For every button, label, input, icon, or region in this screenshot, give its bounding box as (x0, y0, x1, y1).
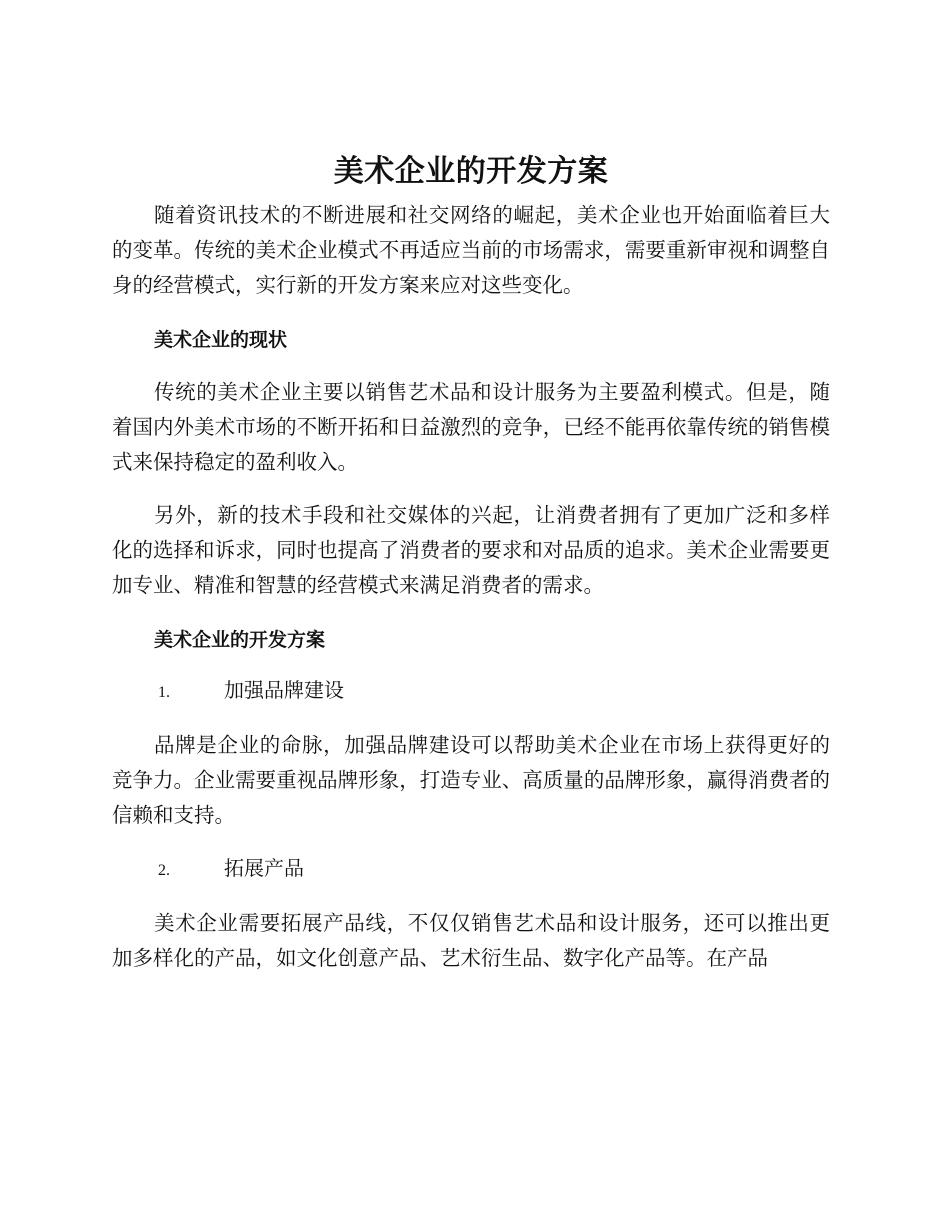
section-heading-plan: 美术企业的开发方案 (154, 629, 326, 651)
document-title: 美术企业的开发方案 (333, 154, 609, 189)
status-paragraph-1: 传统的美术企业主要以销售艺术品和设计服务为主要盈利模式。但是，随着国内外美术市场的不断开拓和日益激烈的竞争，已经不能再依靠传统的销售模式来保持稳定的盈利收入。 (112, 380, 830, 474)
intro-paragraph: 随着资讯技术的不断进展和社交网络的崛起，美术企业也开始面临着巨大的变革。传统的美术企业模式不再适应当前的市场需求，需要重新审视和调整自身的经营模式，实行新的开发方案来应对这些变化。 (112, 203, 830, 297)
list-item-title: 拓展产品 (224, 856, 304, 880)
document-body (112, 150, 830, 976)
list-number: 2. (158, 862, 170, 879)
list-item-brand (112, 675, 830, 708)
status-paragraph-2: 另外，新的技术手段和社交媒体的兴起，让消费者拥有了更加广泛和多样化的选择和诉求，同时也提高了消费者的要求和对品质的追求。美术企业需要更加专业、精准和智慧的经营模式来满足消费者的需求。 (112, 503, 830, 597)
list-item-products (112, 853, 830, 886)
brand-paragraph: 品牌是企业的命脉，加强品牌建设可以帮助美术企业在市场上获得更好的竞争力。企业需要重视品牌形象，打造专业、高质量的品牌形象，赢得消费者的信赖和支持。 (112, 733, 830, 827)
products-paragraph: 美术企业需要拓展产品线，不仅仅销售艺术品和设计服务，还可以推出更加多样化的产品，如文化创意产品、艺术衍生品、数字化产品等。在产品 (112, 911, 830, 970)
list-number: 1. (158, 684, 170, 701)
section-heading-status: 美术企业的现状 (154, 329, 288, 351)
list-item-title: 加强品牌建设 (224, 678, 344, 702)
